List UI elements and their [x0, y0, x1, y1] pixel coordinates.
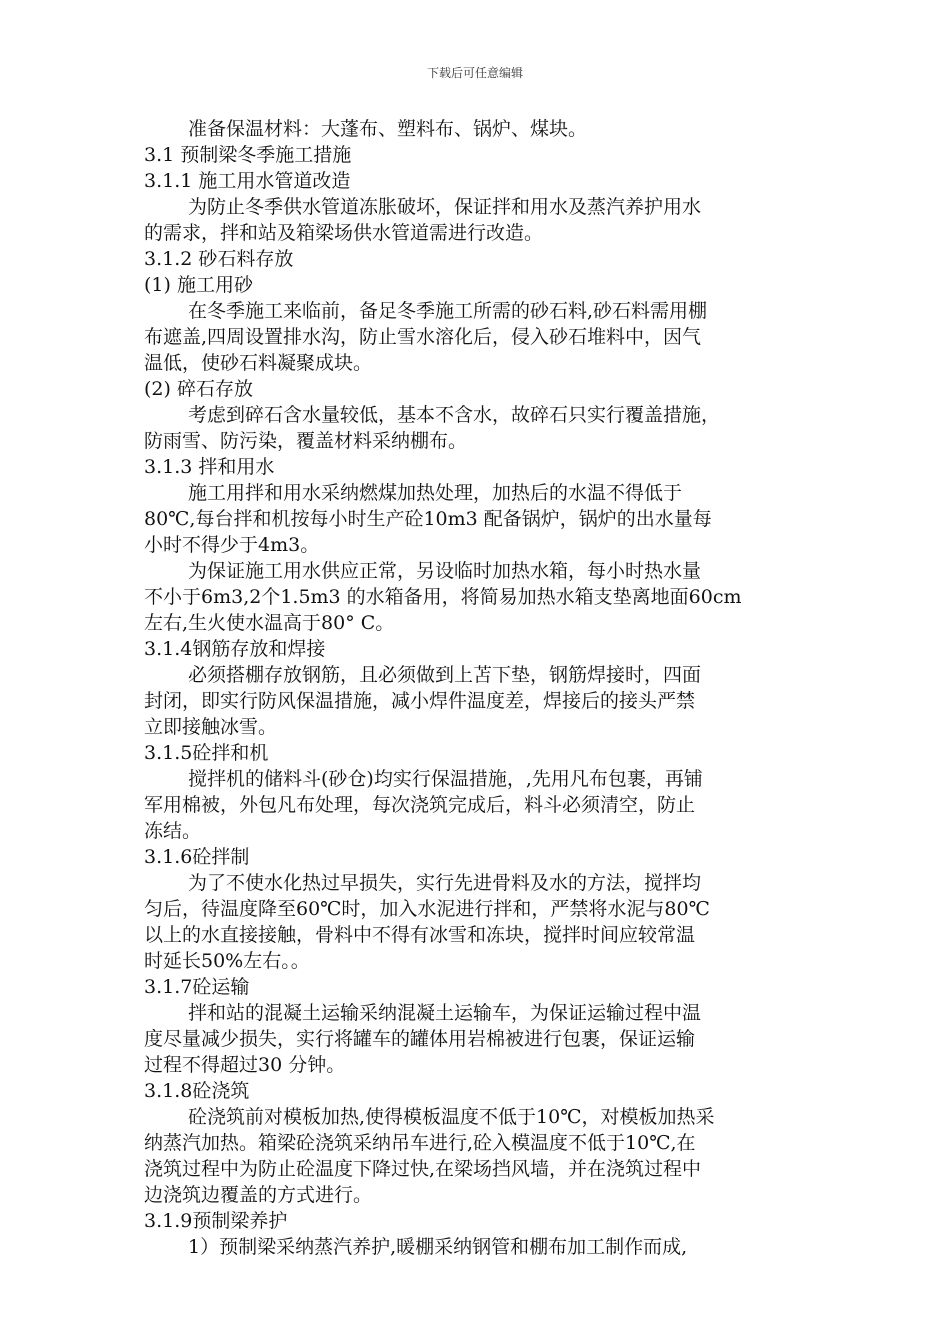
text-line: 度尽量减少损失，实行将罐车的罐体用岩棉被进行包裹，保证运输 [144, 1028, 696, 1050]
text-line: 军用棉被，外包凡布处理，每次浇筑完成后，料斗必须清空，防止 [144, 794, 696, 816]
text-line: 冻结。 [144, 820, 202, 842]
text-line: 3.1.3 拌和用水 [144, 456, 275, 478]
text-line: 3.1.1 施工用水管道改造 [144, 170, 351, 192]
text-line: 时延长50%左右。。 [144, 950, 310, 972]
text-line: 封闭，即实行防风保温措施，减小焊件温度差，焊接后的接头严禁 [144, 690, 696, 712]
text-line: 为防止冬季供水管道冻胀破坏，保证拌和用水及蒸汽养护用水 [188, 196, 702, 218]
text-line: 浇筑过程中为防止砼温度下降过快,在梁场挡风墙，并在浇筑过程中 [144, 1158, 702, 1180]
text-line: 搅拌机的储料斗(砂仓)均实行保温措施，,先用凡布包裹，再铺 [188, 768, 703, 790]
text-line: 过程不得超过30 分钟。 [144, 1054, 346, 1076]
text-line: 以上的水直接接触，骨料中不得有冰雪和冻块，搅拌时间应较常温 [144, 924, 696, 946]
text-line: 3.1.7砼运输 [144, 976, 250, 998]
text-line: 不小于6m3,2个1.5m3 的水箱备用，将简易加热水箱支垫离地面60cm [144, 586, 742, 608]
text-line: 纳蒸汽加热。箱梁砼浇筑采纳吊车进行,砼入模温度不低于10℃,在 [144, 1132, 696, 1154]
text-line: 为保证施工用水供应正常，另设临时加热水箱，每小时热水量 [188, 560, 702, 582]
text-line: 在冬季施工来临前，备足冬季施工所需的砂石料,砂石料需用棚 [188, 300, 708, 322]
text-line: 3.1.6砼拌制 [144, 846, 250, 868]
text-line: 3.1.2 砂石料存放 [144, 248, 294, 270]
text-line: 匀后，待温度降至60℃时，加入水泥进行拌和，严禁将水泥与80℃ [144, 898, 710, 920]
text-line: 左右,生火使水温高于80° C。 [144, 612, 395, 634]
text-line: 拌和站的混凝土运输采纳混凝土运输车，为保证运输过程中温 [188, 1002, 702, 1024]
text-line: 准备保温材料：大蓬布、塑料布、锅炉、煤块。 [188, 118, 588, 140]
document-body [144, 116, 804, 1260]
text-line: 小时不得少于4m3。 [144, 534, 320, 556]
text-line: 布遮盖,四周设置排水沟，防止雪水溶化后，侵入砂石堆料中，因气 [144, 326, 702, 348]
text-line: 立即接触冰雪。 [144, 716, 278, 738]
text-line: 必须搭棚存放钢筋，且必须做到上苫下垫，钢筋焊接时，四面 [188, 664, 702, 686]
text-line: (1) 施工用砂 [144, 274, 253, 296]
text-line: 3.1.4钢筋存放和焊接 [144, 638, 326, 660]
text-line: 3.1.8砼浇筑 [144, 1080, 250, 1102]
text-line: 砼浇筑前对模板加热,使得模板温度不低于10℃，对模板加热采 [188, 1106, 715, 1128]
text-line: 3.1 预制梁冬季施工措施 [144, 144, 352, 166]
text-line: 1）预制梁采纳蒸汽养护,暖棚采纳钢管和棚布加工制作而成, [188, 1236, 688, 1258]
page-header: 下载后可任意编辑 [426, 66, 523, 80]
text-line: 温低，使砂石料凝聚成块。 [144, 352, 373, 374]
text-line: 施工用拌和用水采纳燃煤加热处理，加热后的水温不得低于 [188, 482, 683, 504]
text-line: 3.1.9预制梁养护 [144, 1210, 288, 1232]
text-line: 边浇筑边覆盖的方式进行。 [144, 1184, 373, 1206]
text-line: 80℃,每台拌和机按每小时生产砼10m3 配备锅炉，锅炉的出水量每 [144, 508, 712, 530]
text-line: 为了不使水化热过早损失，实行先进骨料及水的方法，搅拌均 [188, 872, 702, 894]
text-line: 的需求，拌和站及箱梁场供水管道需进行改造。 [144, 222, 544, 244]
text-line: 防雨雪、防污染，覆盖材料采纳棚布。 [144, 430, 468, 452]
text-line: (2) 碎石存放 [144, 378, 253, 400]
text-line: 3.1.5砼拌和机 [144, 742, 269, 764]
text-line: 考虑到碎石含水量较低，基本不含水，故碎石只实行覆盖措施， [188, 404, 721, 426]
